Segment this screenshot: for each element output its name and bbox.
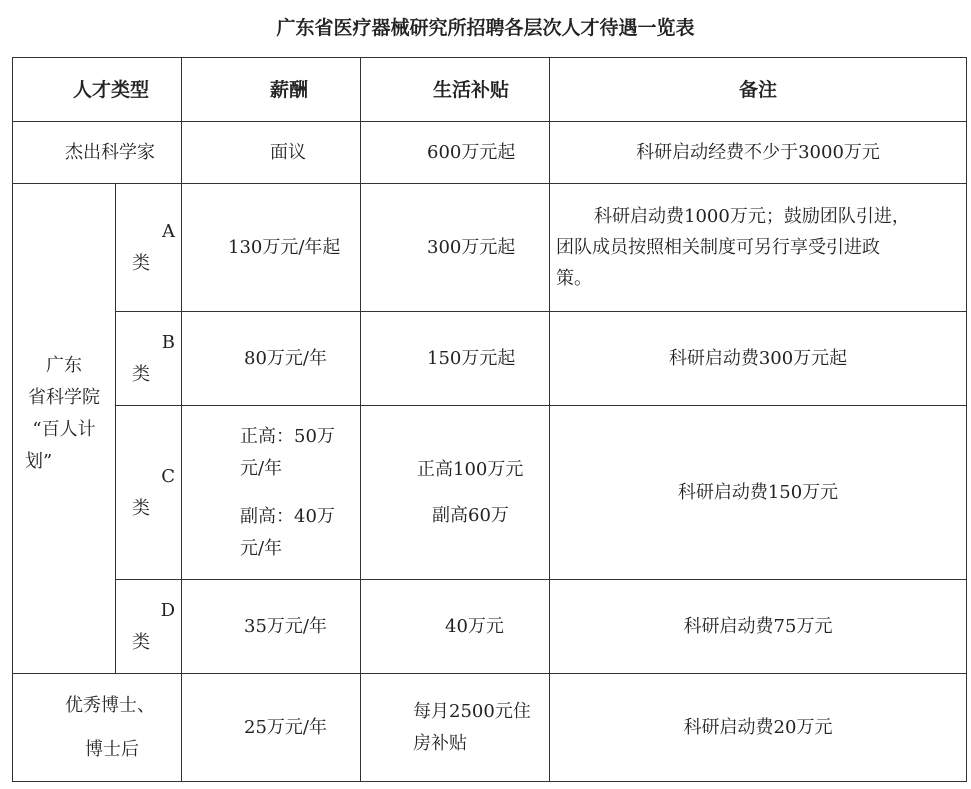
document-title: 广东省医疗器械研究所招聘各层次人才待遇一览表 [276, 17, 695, 39]
phd-category [13, 674, 182, 782]
remark-line: 策。 [556, 268, 593, 289]
level-b-subsidy: 150万元起 [361, 312, 550, 406]
level-letter: C [161, 465, 176, 487]
talent-benefits-table [12, 57, 967, 782]
program-name-line: 广东 [46, 354, 82, 376]
level-d-cell [116, 580, 182, 674]
salary-line: 元/年 [240, 537, 283, 559]
program-name-line: “百人计 [32, 418, 96, 440]
phd-subsidy [361, 674, 550, 782]
program-name-line: 省科学院 [28, 386, 100, 408]
row-program-b [13, 312, 967, 406]
row-program-d [13, 580, 967, 674]
header-subsidy: 生活补贴 [361, 58, 550, 122]
row-program-c [13, 406, 967, 580]
level-a-salary: 130万元/年起 [182, 184, 361, 312]
level-suffix: 类 [132, 363, 150, 385]
level-b-remark: 科研启动费300万元起 [550, 312, 967, 406]
level-c-salary [182, 406, 361, 580]
level-d-salary: 35万元/年 [182, 580, 361, 674]
level-b-salary: 80万元/年 [182, 312, 361, 406]
header-category: 人才类型 [13, 58, 182, 122]
level-c-remark: 科研启动费150万元 [550, 406, 967, 580]
salary-line: 正高：50万 [240, 425, 335, 447]
level-b-cell [116, 312, 182, 406]
salary-line: 副高：40万 [240, 505, 335, 527]
phd-category-line: 博士后 [85, 738, 139, 760]
outstanding-salary: 面议 [182, 122, 361, 184]
level-c-cell [116, 406, 182, 580]
phd-subsidy-line: 每月2500元住 [413, 700, 531, 722]
level-suffix: 类 [132, 497, 150, 519]
remark-line: 团队成员按照相关制度可另行享受引进政 [556, 237, 881, 258]
level-a-remark [550, 184, 967, 312]
level-letter: B [161, 331, 176, 353]
salary-line: 元/年 [240, 457, 283, 479]
phd-category-line: 优秀博士、 [65, 694, 155, 716]
level-a-subsidy: 300万元起 [361, 184, 550, 312]
level-d-remark: 科研启动费75万元 [550, 580, 967, 674]
remark-line-text: 科研启动费1000万元；鼓励团队引进， [594, 206, 910, 227]
phd-subsidy-line: 房补贴 [413, 732, 468, 754]
header-remark: 备注 [550, 58, 967, 122]
level-letter: D [160, 599, 176, 621]
header-row [13, 58, 967, 122]
level-c-subsidy [361, 406, 550, 580]
row-phd [13, 674, 967, 782]
phd-salary: 25万元/年 [182, 674, 361, 782]
outstanding-subsidy: 600万元起 [361, 122, 550, 184]
level-d-subsidy: 40万元 [361, 580, 550, 674]
level-a-cell [116, 184, 182, 312]
subsidy-line: 正高100万元 [417, 458, 524, 480]
remark-line [550, 201, 966, 232]
outstanding-category: 杰出科学家 [13, 122, 182, 184]
level-letter: A [162, 220, 176, 242]
row-outstanding-scientist [13, 122, 967, 184]
phd-remark: 科研启动费20万元 [550, 674, 967, 782]
outstanding-remark: 科研启动经费不少于3000万元 [550, 122, 967, 184]
program-name-cell [13, 184, 116, 674]
subsidy-line: 副高60万 [432, 504, 509, 526]
level-suffix: 类 [132, 631, 150, 653]
header-salary: 薪酬 [182, 58, 361, 122]
level-suffix: 类 [132, 252, 150, 274]
program-name-line: 划” [25, 450, 53, 472]
row-program-a [13, 184, 967, 312]
